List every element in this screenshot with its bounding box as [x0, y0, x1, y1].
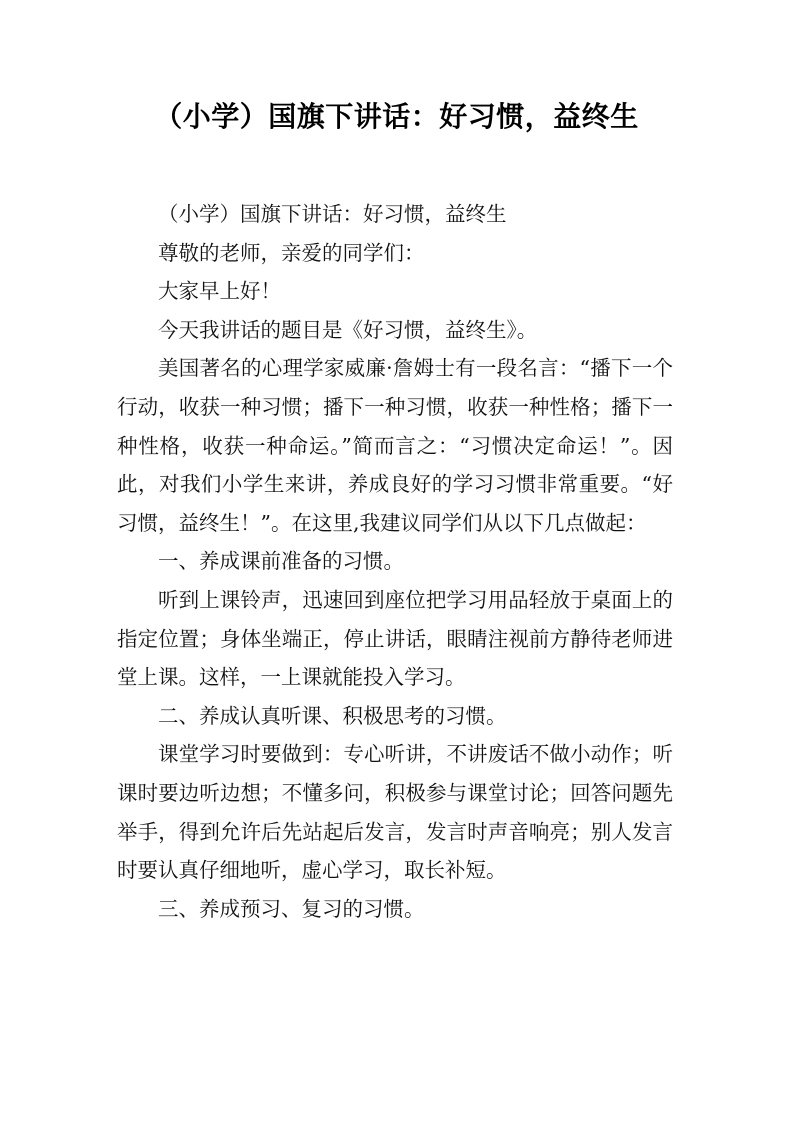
paragraph-section-2: 课堂学习时要做到：专心听讲，不讲废话不做小动作；听课时要边听边想；不懂多问，积极参与课堂讨论；回答问题先举手，得到允许后先站起后发言，发言时声音响亮；别人发言时要认真仔细地听，虚心学习，取长补短。 — [117, 742, 673, 883]
document-title: （小学）国旗下讲话：好习惯，益终生 — [154, 100, 639, 133]
document-body — [117, 195, 673, 928]
paragraph-quote: 美国著名的心理学家威廉·詹姆士有一段名言：“播下一个行动，收获一种习惯；播下一种习惯，收获一种性格；播下一种性格，收获一种命运。”简而言之：“习惯决定命运！”。因此，对我们小学生来讲，养成良好的学习习惯非常重要。“好习惯，益终生！”。在这里,我建议同学们从以下几点做起： — [117, 356, 673, 535]
paragraph-salutation: 尊敬的老师，亲爱的同学们： — [158, 240, 425, 265]
paragraph-section-1: 听到上课铃声，迅速回到座位把学习用品轻放于桌面上的指定位置；身体坐端正，停止讲话，眼睛注视前方静待老师进堂上课。这样，一上课就能投入学习。 — [117, 587, 673, 690]
section-heading-1: 一、养成课前准备的习惯。 — [158, 549, 404, 574]
paragraph-greeting: 大家早上好！ — [158, 279, 281, 304]
section-heading-2: 二、养成认真听课、积极思考的习惯。 — [158, 703, 507, 728]
paragraph-subtitle: （小学）国旗下讲话：好习惯，益终生 — [158, 202, 507, 226]
paragraph-topic: 今天我讲话的题目是《好习惯，益终生》。 — [158, 317, 538, 342]
section-heading-3: 三、养成预习、复习的习惯。 — [158, 896, 425, 921]
